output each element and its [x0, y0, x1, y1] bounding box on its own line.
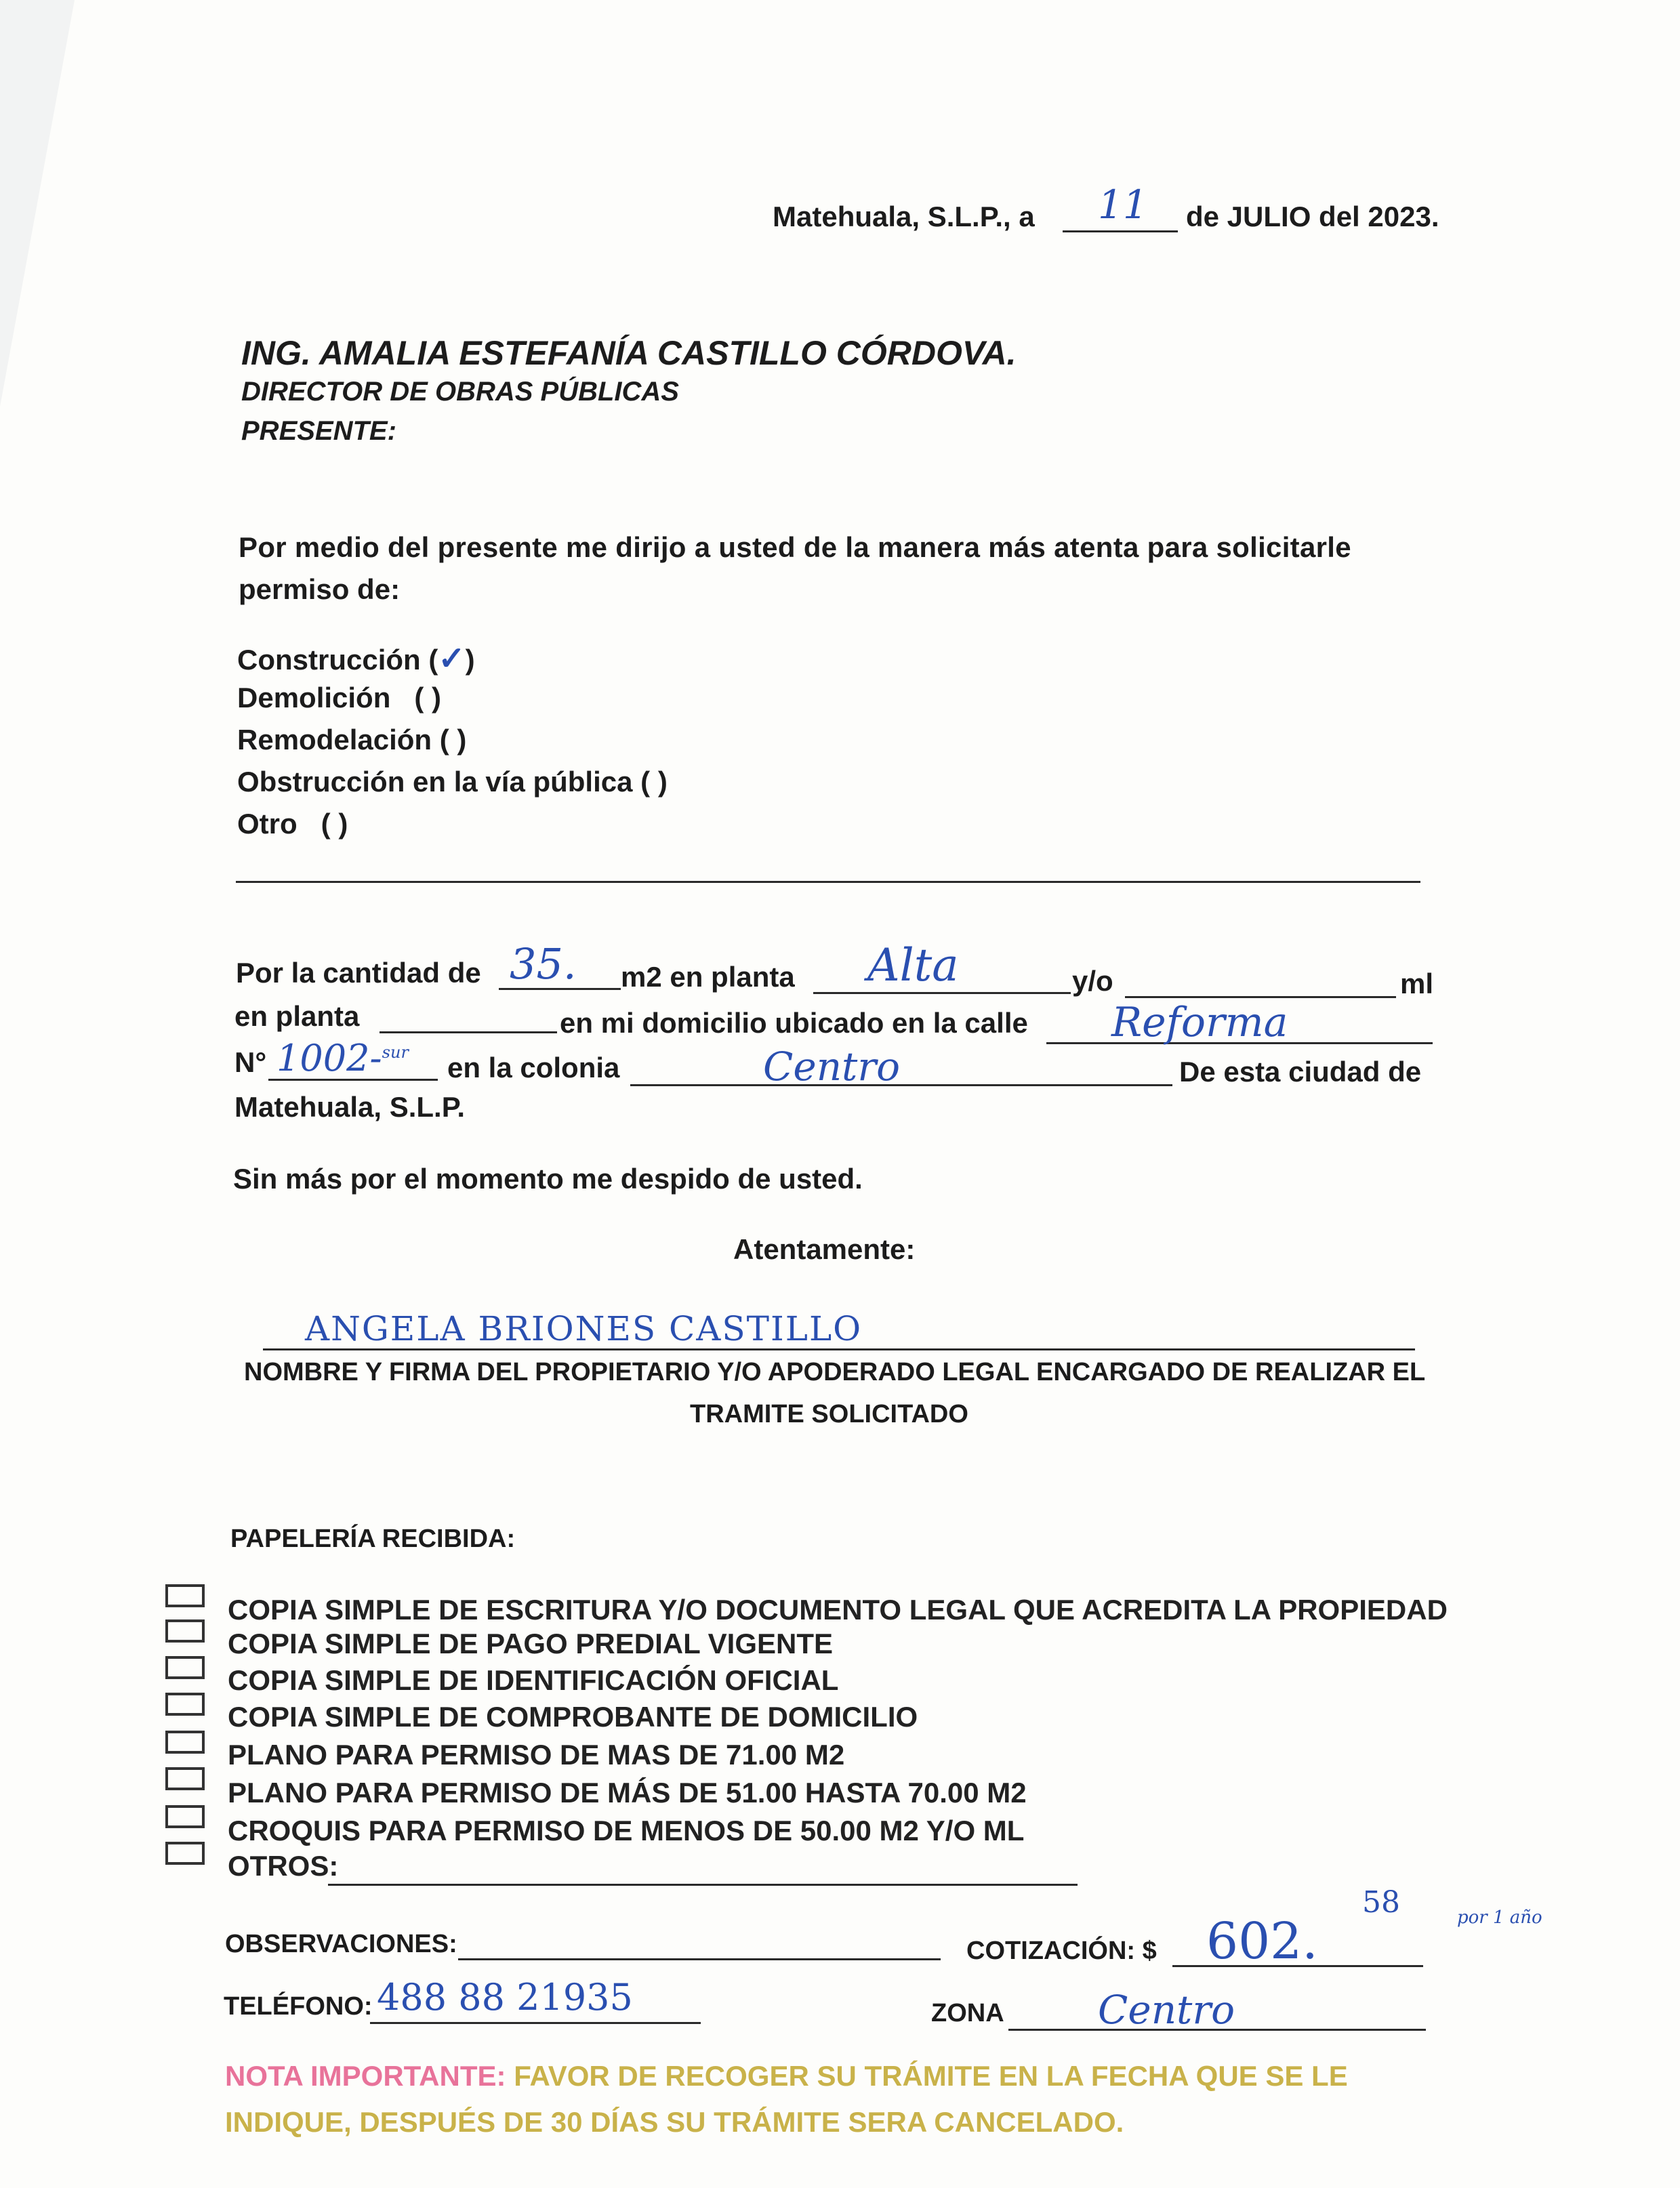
observaciones-line	[458, 1958, 941, 1960]
otro-detail-line	[236, 881, 1420, 883]
telefono-line	[370, 2022, 701, 2024]
cotizacion-note: por 1 año	[1457, 1907, 1542, 1928]
cotizacion-value: 602.	[1206, 1912, 1318, 1970]
day-line	[1063, 230, 1178, 232]
zona-value: Centro	[1098, 1987, 1235, 2033]
checkbox-croquis[interactable]	[165, 1805, 205, 1828]
permit-remodelacion[interactable]: Remodelación ( )	[237, 724, 467, 756]
checkbox-plano-71[interactable]	[165, 1731, 205, 1754]
permit-otro[interactable]: Otro ( )	[237, 808, 348, 840]
intro-line-1: Por medio del presente me dirijo a usted de la manera más atenta para solicitarle	[239, 531, 1351, 563]
label-m2-planta: m2 en planta	[621, 961, 795, 993]
label-en-planta: en planta	[234, 1000, 360, 1032]
nota-text-1: FAVOR DE RECOGER SU TRÁMITE EN LA FECHA QUE SE LE	[514, 2060, 1348, 2092]
papeleria-item-escritura: COPIA SIMPLE DE ESCRITURA Y/O DOCUMENTO LEGAL QUE ACREDITA LA PROPIEDAD	[228, 1594, 1448, 1626]
signature: ANGELA BRIONES CASTILLO	[305, 1309, 863, 1348]
colonia-value: Centro	[763, 1044, 901, 1090]
addressee-name: ING. AMALIA ESTEFANÍA CASTILLO CÓRDOVA.	[241, 334, 1017, 372]
papeleria-item-plano-51-70: PLANO PARA PERMISO DE MÁS DE 51.00 HASTA 70.00 M2	[228, 1777, 1027, 1809]
header-place: Matehuala, S.L.P., a	[773, 201, 1035, 232]
papeleria-item-identificacion: COPIA SIMPLE DE IDENTIFICACIÓN OFICIAL	[228, 1664, 839, 1696]
planta-value: Alta	[867, 939, 959, 991]
label-numero: N°	[234, 1046, 267, 1078]
nota-line-1	[225, 2060, 1348, 2092]
construccion-check-mark: ✓	[438, 640, 466, 678]
label-ml: ml	[1400, 968, 1434, 999]
zona-label: ZONA	[931, 1999, 1004, 2027]
observaciones-label: OBSERVACIONES:	[225, 1930, 457, 1958]
permit-obstruccion[interactable]: Obstrucción en la vía pública ( )	[237, 766, 668, 798]
papeleria-item-domicilio: COPIA SIMPLE DE COMPROBANTE DE DOMICILIO	[228, 1701, 918, 1733]
signature-caption-1: NOMBRE Y FIRMA DEL PROPIETARIO Y/O APODERADO LEGAL ENCARGADO DE REALIZAR EL	[244, 1358, 1426, 1386]
checkbox-otros[interactable]	[165, 1842, 205, 1865]
checkbox-identificacion[interactable]	[165, 1656, 205, 1679]
label-city: Matehuala, S.L.P.	[234, 1091, 465, 1123]
label-domicilio: en mi domicilio ubicado en la calle	[560, 1007, 1028, 1039]
permit-demolicion[interactable]: Demolición ( )	[237, 682, 442, 714]
label-colonia: en la colonia	[447, 1052, 620, 1083]
addressee-presente: PRESENTE:	[241, 416, 396, 446]
label-cantidad: Por la cantidad de	[236, 957, 481, 989]
colonia-line	[630, 1084, 1172, 1086]
page-fold-shadow	[0, 0, 75, 407]
header-month-year: de JULIO del 2023.	[1186, 201, 1439, 232]
checkbox-escritura[interactable]	[165, 1584, 205, 1607]
label-yo: y/o	[1072, 965, 1113, 997]
signature-line	[263, 1348, 1415, 1350]
planta-line	[813, 992, 1071, 994]
en-planta-line	[380, 1031, 557, 1033]
nota-label: NOTA IMPORTANTE:	[225, 2060, 506, 2092]
permit-construccion[interactable]: Construcción (✓)	[237, 640, 475, 678]
day-value: 11	[1098, 182, 1148, 228]
telefono-label: TELÉFONO:	[224, 1992, 373, 2021]
papeleria-item-croquis: CROQUIS PARA PERMISO DE MENOS DE 50.00 M2 Y/O ML	[228, 1815, 1025, 1846]
cotizacion-cents: 58	[1362, 1885, 1400, 1920]
label-ciudad: De esta ciudad de	[1179, 1056, 1422, 1088]
addressee-title: DIRECTOR DE OBRAS PÚBLICAS	[241, 377, 679, 407]
nota-text-2: INDIQUE, DESPUÉS DE 30 DÍAS SU TRÁMITE SERA CANCELADO.	[225, 2106, 1124, 2138]
checkbox-domicilio[interactable]	[165, 1693, 205, 1716]
papeleria-title: PAPELERÍA RECIBIDA:	[230, 1525, 516, 1553]
farewell: Sin más por el momento me despido de usted.	[233, 1163, 863, 1195]
ml-line	[1125, 996, 1396, 998]
amount-value: 35.	[510, 939, 577, 989]
checkbox-predial[interactable]	[165, 1619, 205, 1643]
checkbox-plano-51-70[interactable]	[165, 1767, 205, 1790]
telefono-value: 488 88 21935	[377, 1976, 633, 2019]
papeleria-item-otros: OTROS:	[228, 1850, 339, 1882]
signature-caption-2: TRAMITE SOLICITADO	[690, 1400, 968, 1428]
papeleria-item-predial: COPIA SIMPLE DE PAGO PREDIAL VIGENTE	[228, 1628, 834, 1659]
cotizacion-label: COTIZACIÓN: $	[966, 1937, 1157, 1965]
calle-value: Reforma	[1111, 999, 1288, 1046]
intro-line-2: permiso de:	[239, 573, 401, 605]
otros-line	[328, 1884, 1078, 1886]
papeleria-item-plano-71: PLANO PARA PERMISO DE MAS DE 71.00 M2	[228, 1739, 845, 1771]
numero-value: 1002-$^{sur}$	[276, 1037, 409, 1079]
atentamente: Atentamente:	[733, 1233, 916, 1265]
